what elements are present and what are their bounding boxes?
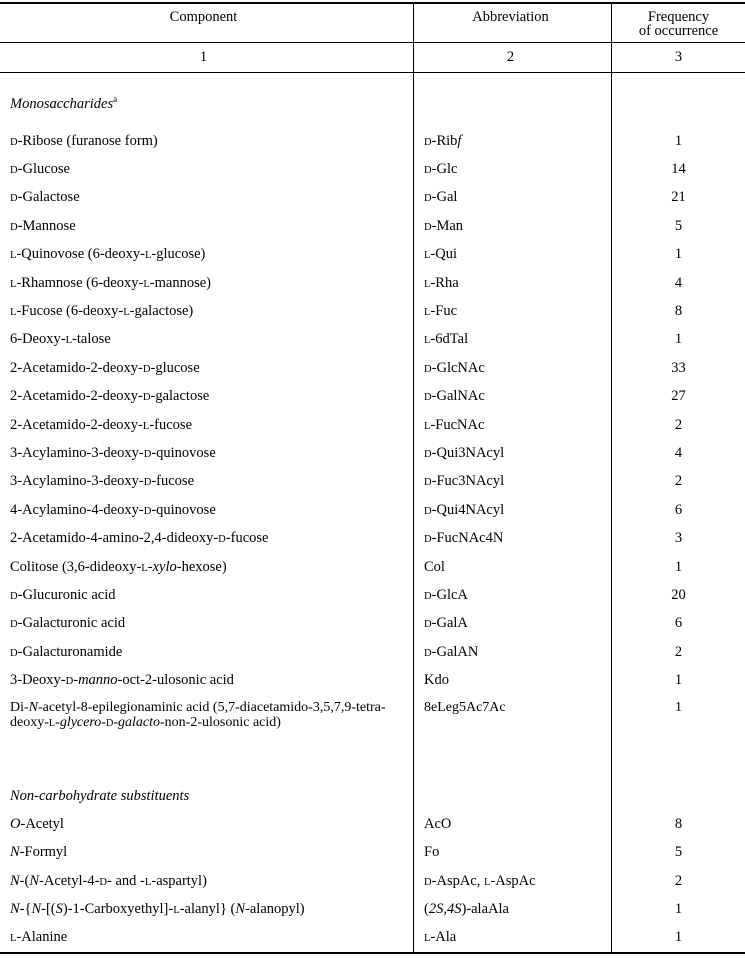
abbreviation-cell: D-Glc [414,155,612,183]
abbreviation-cell: L-Rha [414,269,612,297]
table-row [0,439,745,467]
component-cell: L-Rhamnose (6-deoxy-L-mannose) [0,269,414,297]
frequency-cell: 1 [674,132,683,149]
abbreviation-cell: D-GlcA [414,581,612,609]
table-row [0,184,745,212]
frequency-cell: 3 [674,530,683,547]
table-row [0,383,745,411]
column-number-row [0,43,745,73]
table-row [0,610,745,638]
frequency-cell: 1 [674,331,683,348]
column-number-1: 1 [0,43,414,72]
frequency-cell: 21 [671,189,686,206]
abbreviation-cell: L-Ala [414,924,612,952]
abbreviation-cell: D-Gal [414,184,612,212]
component-cell: Non-carbohydrate substituents [0,782,414,810]
col-header-abbreviation: Abbreviation [414,4,612,42]
table-row [0,839,745,867]
frequency-cell: 2 [674,473,683,490]
component-cell: O-Acetyl [0,810,414,838]
component-cell: N-(N-Acetyl-4-D- and -L-aspartyl) [0,867,414,895]
frequency-header-line2: of occurrence [638,23,719,39]
abbreviation-cell: L-6dTal [414,326,612,354]
frequency-cell: 8 [674,815,683,832]
component-cell: Di-N-acetyl-8-epilegionaminic acid (5,7-diacetamido-3,5,7,9-tetra- deoxy-L-glycero-D-galacto-non-2-ulosonic acid) [0,695,414,739]
component-cell: 6-Deoxy-L-talose [0,326,414,354]
table-body [0,73,745,952]
frequency-cell: 4 [674,274,683,291]
component-cell: 2-Acetamido-2-deoxy-D-glucose [0,354,414,382]
frequency-cell: 1 [674,558,683,575]
component-cell: N-{N-[(S)-1-Carboxyethyl]-L-alanyl} (N-alanopyl) [0,895,414,923]
frequency-cell: 4 [674,444,683,461]
abbreviation-cell: L-FucNAc [414,411,612,439]
frequency-cell [612,73,745,127]
frequency-cell: 2 [674,643,683,660]
abbreviation-cell: D-GalAN [414,638,612,666]
spacer-row [0,739,745,782]
frequency-cell [612,739,745,782]
abbreviation-cell [414,739,612,782]
frequency-cell: 8 [674,303,683,320]
frequency-cell: 1 [674,929,683,946]
component-cell: 3-Deoxy-D-manno-oct-2-ulosonic acid [0,666,414,694]
section-row [0,782,745,810]
component-cell: Monosaccharides$^a$ [0,73,414,127]
component-cell: 4-Acylamino-4-deoxy-D-quinovose [0,496,414,524]
frequency-cell: 1 [674,901,683,918]
frequency-cell: 1 [675,699,682,715]
table-row [0,638,745,666]
header-row [0,4,745,43]
frequency-cell [612,782,745,810]
table-row [0,524,745,552]
frequency-cell: 5 [674,217,683,234]
abbreviation-cell: D-GalNAc [414,383,612,411]
table-row [0,297,745,325]
column-number-2: 2 [414,43,612,72]
section-row [0,73,745,127]
col-header-component: Component [0,4,414,42]
table-row [0,496,745,524]
abbreviation-cell: 8eLeg5Ac7Ac [414,695,612,739]
table-row [0,666,745,694]
abbreviation-cell: D-GlcNAc [414,354,612,382]
abbreviation-cell: L-Qui [414,241,612,269]
abbreviation-cell: AcO [414,810,612,838]
table-row [0,695,745,739]
component-cell: 3-Acylamino-3-deoxy-D-quinovose [0,439,414,467]
abbreviation-cell: Col [414,553,612,581]
frequency-cell: 14 [671,161,686,178]
frequency-cell: 2 [674,416,683,433]
table-row [0,895,745,923]
abbreviation-cell: D-AspAc, L-AspAc [414,867,612,895]
abbreviation-cell: D-Ribf [414,127,612,155]
component-cell: L-Quinovose (6-deoxy-L-glucose) [0,241,414,269]
abbreviation-cell: D-GalA [414,610,612,638]
component-cell: D-Ribose (furanose form) [0,127,414,155]
frequency-cell: 1 [674,672,683,689]
table-row [0,810,745,838]
abbreviation-cell: D-Fuc3NAcyl [414,468,612,496]
component-cell: D-Galacturonamide [0,638,414,666]
component-cell: L-Alanine [0,924,414,952]
component-cell: D-Galacturonic acid [0,610,414,638]
abbreviation-cell: (2S,4S)-alaAla [414,895,612,923]
component-cell: D-Mannose [0,212,414,240]
table-row [0,354,745,382]
component-cell: N-Formyl [0,839,414,867]
component-cell: 2-Acetamido-2-deoxy-L-fucose [0,411,414,439]
component-cell: L-Fucose (6-deoxy-L-galactose) [0,297,414,325]
component-cell: 3-Acylamino-3-deoxy-D-fucose [0,468,414,496]
column-number-3: 3 [674,49,683,65]
col-header-frequency [612,4,745,42]
table-row [0,553,745,581]
frequency-cell: 6 [674,501,683,518]
abbreviation-cell: D-Qui3NAcyl [414,439,612,467]
abbreviation-cell: Fo [414,839,612,867]
table-row [0,581,745,609]
component-cell: 2-Acetamido-4-amino-2,4-dideoxy-D-fucose [0,524,414,552]
component-frequency-table [0,2,745,954]
abbreviation-cell: D-Man [414,212,612,240]
table-row [0,326,745,354]
frequency-cell: 20 [671,586,686,603]
table-row [0,241,745,269]
component-cell: Colitose (3,6-dideoxy-L-xylo-hexose) [0,553,414,581]
component-cell: D-Glucose [0,155,414,183]
abbreviation-cell [414,73,612,127]
frequency-cell: 1 [674,246,683,263]
abbreviation-cell: Kdo [414,666,612,694]
abbreviation-cell: L-Fuc [414,297,612,325]
table-row [0,127,745,155]
component-cell: D-Galactose [0,184,414,212]
abbreviation-cell: D-FucNAc4N [414,524,612,552]
abbreviation-cell: D-Qui4NAcyl [414,496,612,524]
frequency-cell: 6 [674,615,683,632]
table-row [0,269,745,297]
table-row [0,468,745,496]
frequency-cell: 5 [674,844,683,861]
table-row [0,924,745,952]
abbreviation-cell [414,782,612,810]
frequency-cell: 33 [671,359,686,376]
component-cell [0,739,414,782]
table-row [0,867,745,895]
frequency-cell: 2 [674,872,683,889]
frequency-header-line1: Frequency [647,9,710,25]
frequency-cell: 27 [671,388,686,405]
table-row [0,411,745,439]
table-row [0,212,745,240]
component-cell: D-Glucuronic acid [0,581,414,609]
table-row [0,155,745,183]
component-cell: 2-Acetamido-2-deoxy-D-galactose [0,383,414,411]
